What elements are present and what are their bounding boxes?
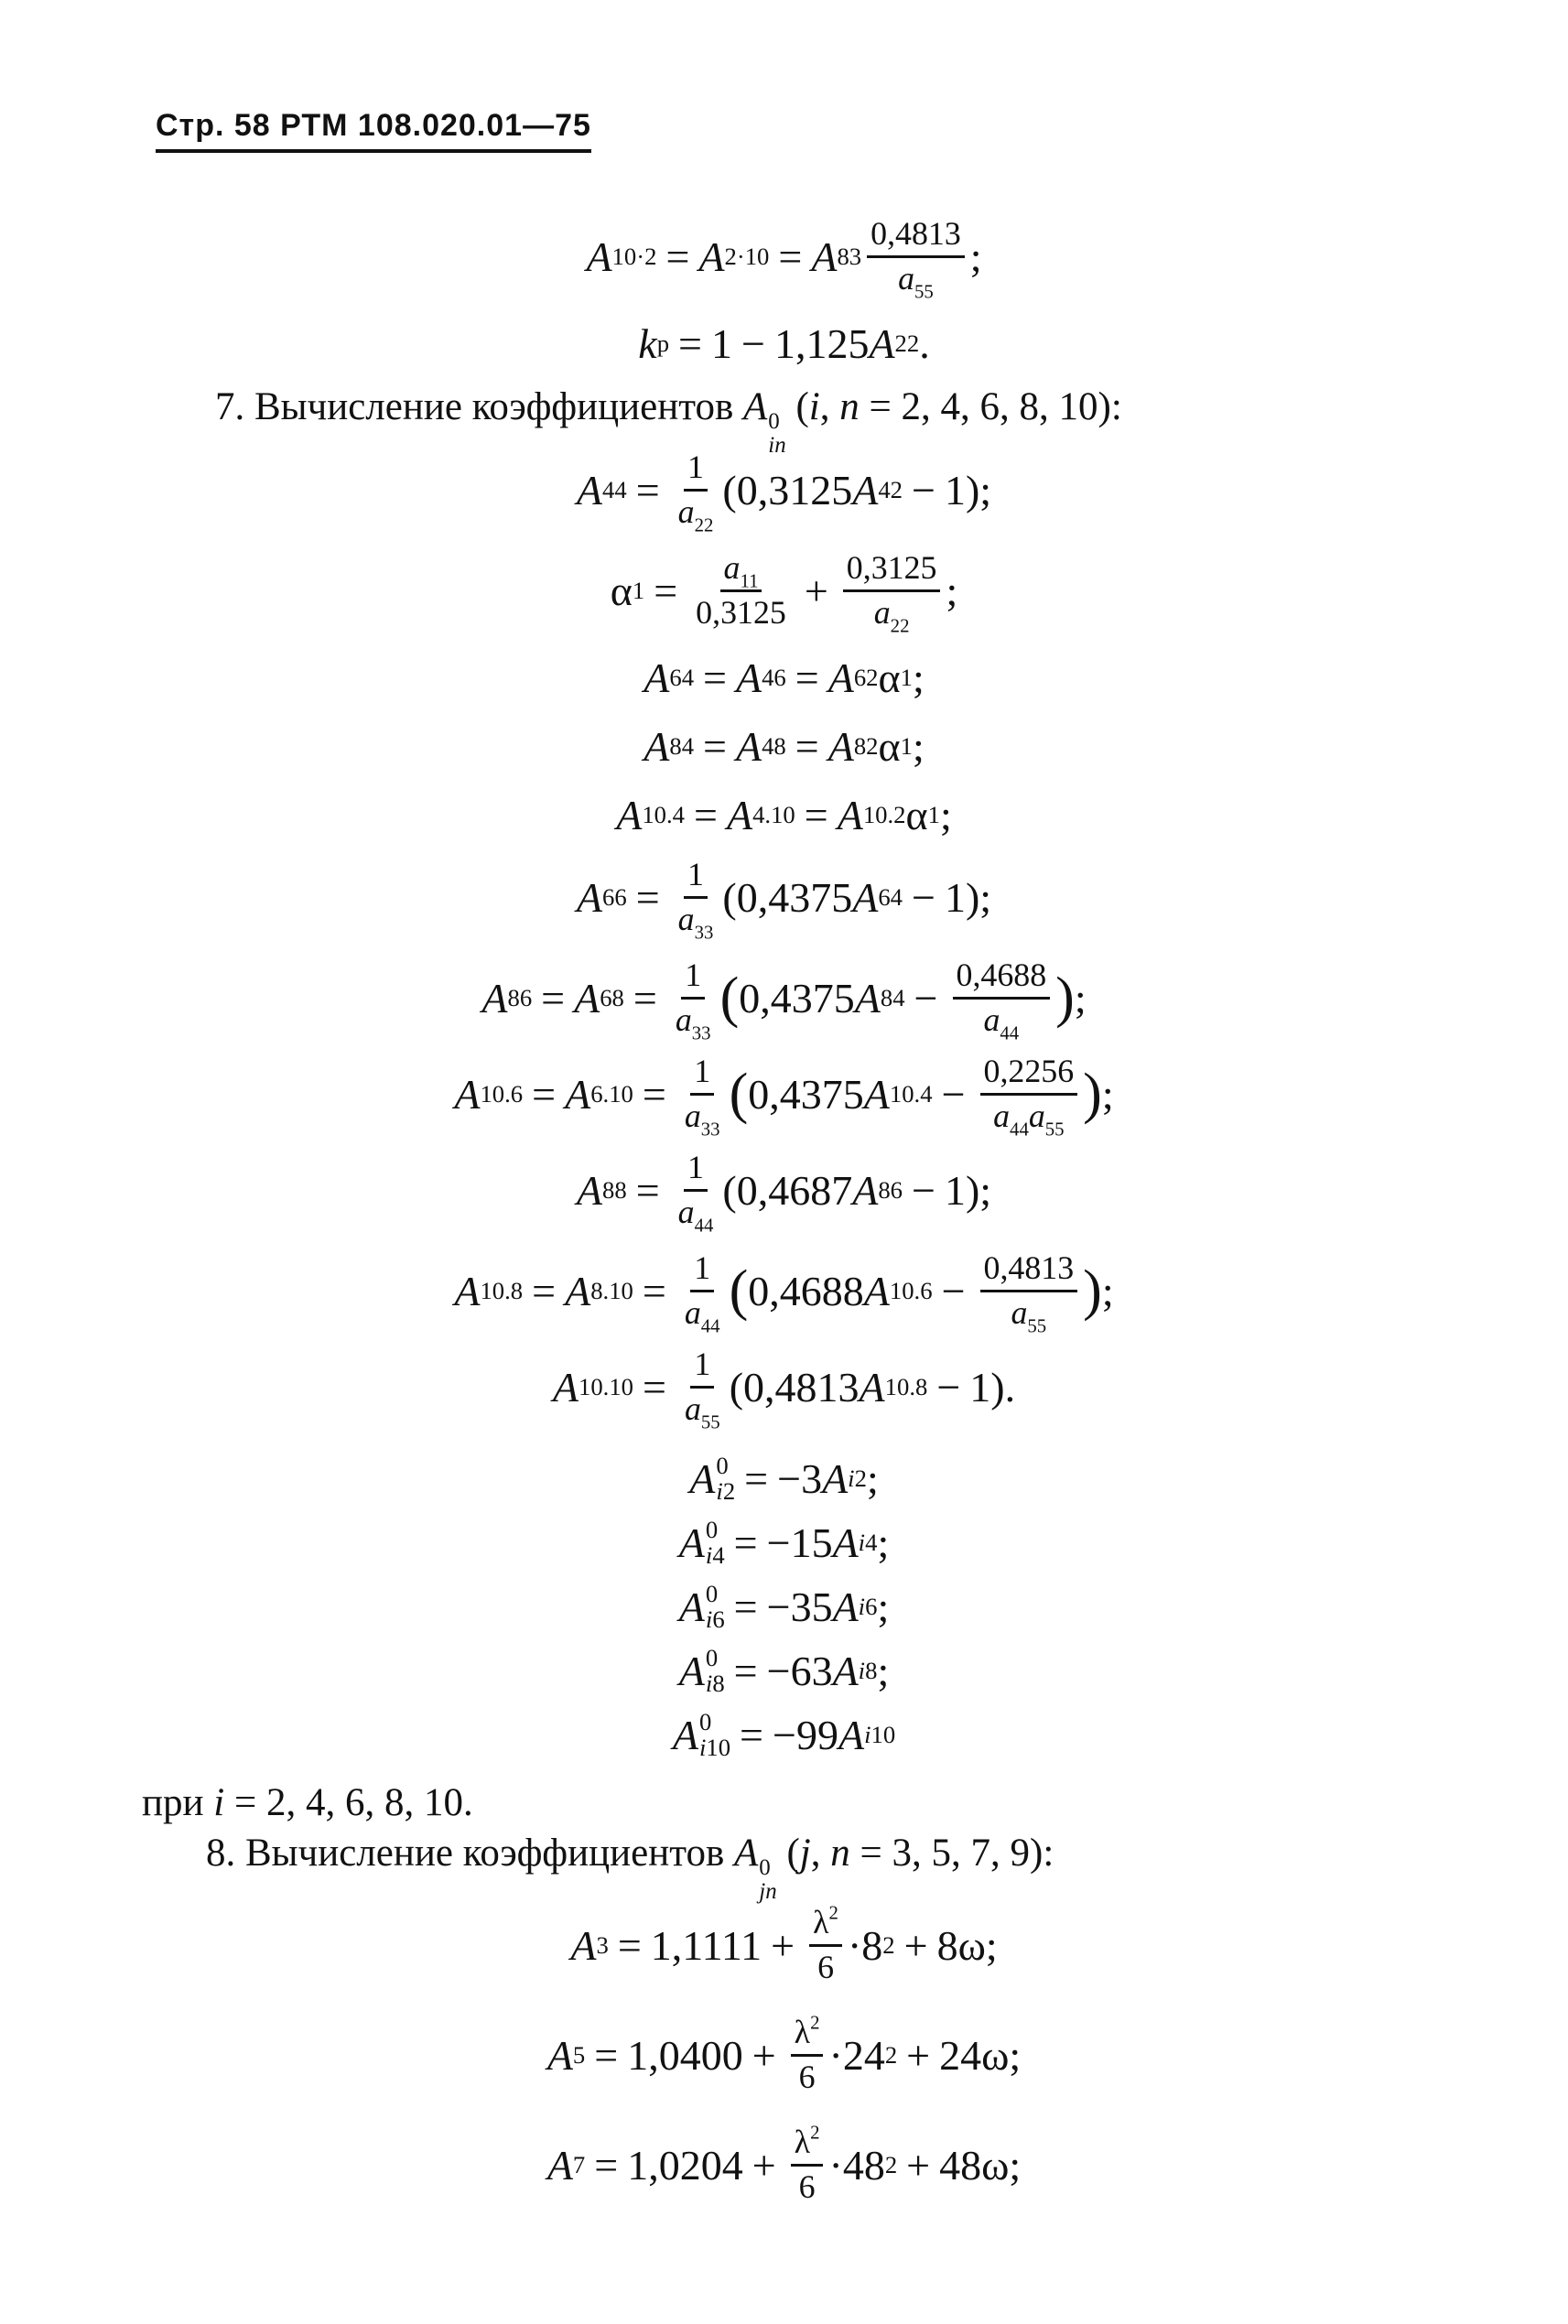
- section-8-heading: 8. Вычисление коэффициентов A 0 jn (j, n = 3, 5, 7, 9):: [206, 1832, 1054, 1905]
- formula-a64: A 64 = A 46 = A 62 α 1 ;: [643, 654, 925, 701]
- formula-a10-8: A 10.8 = A 8.10 = $\frac{1}{a_{44}}$ ( 0,4688 A 10.6 − $\frac{0,4813}{a_{55}}$ ) ;: [454, 1249, 1114, 1336]
- formula-a0-i6: A 0 i6 = − 35 A i6 ;: [678, 1579, 890, 1633]
- formula-a5: A 5 = 1,0400 + $\frac{\lambda^2}{6}$ · 24 2 + 24 ω;: [546, 2011, 1022, 2095]
- formula-a0-i4: A 0 i4 = − 15 A i4 ;: [678, 1515, 890, 1569]
- formula-a84: A 84 = A 48 = A 82 α 1 ;: [643, 722, 925, 770]
- formula-a86: A 86 = A 68 = $\frac{1}{a_{33}}$ ( 0,4375 A 84 − $\frac{0,4688}{a_{44}}$ ) ;: [481, 957, 1087, 1043]
- formula-a7: A 7 = 1,0204 + $\frac{\lambda^2}{6}$ · 48 2 + 48 ω;: [546, 2121, 1022, 2205]
- condition-line: при i = 2, 4, 6, 8, 10.: [142, 1781, 473, 1824]
- page-header: [156, 108, 591, 153]
- formula-a88: A 88 = $\frac{1}{a_{44}}$ ( 0,4687 A 86 − 1 );: [576, 1149, 992, 1236]
- formula-a10-4: A 10.4 = A 4.10 = A 10.2 α 1 ;: [616, 791, 952, 838]
- document-code: РТМ 108.020.01—75: [280, 108, 591, 143]
- section-7-heading: 7. Вычисление коэффициентов A 0 in (i, n = 2, 4, 6, 8, 10):: [215, 385, 1122, 459]
- formula-alpha1: α 1 = $\frac{a_{11}}{0,3125}$ + $\frac{0,3125}{a_{22}}$ ;: [610, 549, 958, 636]
- formula-a44: A 44 = $\frac{1}{a_{22}}$ ( 0,3125 A 42 − 1 );: [576, 449, 992, 535]
- formula-a66: A 66 = $\frac{1}{a_{33}}$ ( 0,4375 A 64 − 1 );: [576, 856, 992, 943]
- formula-a3: A 3 = 1,1111 + $\frac{\lambda^2}{6}$ · 8 2 + 8 ω;: [570, 1901, 998, 1985]
- page-number: Стр. 58: [156, 108, 271, 143]
- formula-a0-i10: A 0 i10 = − 99 A i10: [672, 1707, 896, 1761]
- formula-a10-10: A 10.10 = $\frac{1}{a_{55}}$ ( 0,4813 A 10.8 − 1 ).: [552, 1346, 1016, 1432]
- formula-a10-6: A 10.6 = A 6.10 = $\frac{1}{a_{33}}$ ( 0,4375 A 10.4 − $\frac{0,2256}{a_{44}a_{55}}$ ) ;: [454, 1053, 1114, 1140]
- formula-kp: k p = 1 − 1,125 A 22 .: [638, 319, 930, 367]
- formula-a10-2: A 10·2 = A 2·10 = A 83 $\frac{0,4813}{a_{55}}$ ;: [586, 215, 982, 302]
- formula-a0-i8: A 0 i8 = − 63 A i8 ;: [678, 1643, 890, 1697]
- formula-a0-i2: A 0 i2 = − 3 A i2 ;: [689, 1451, 879, 1505]
